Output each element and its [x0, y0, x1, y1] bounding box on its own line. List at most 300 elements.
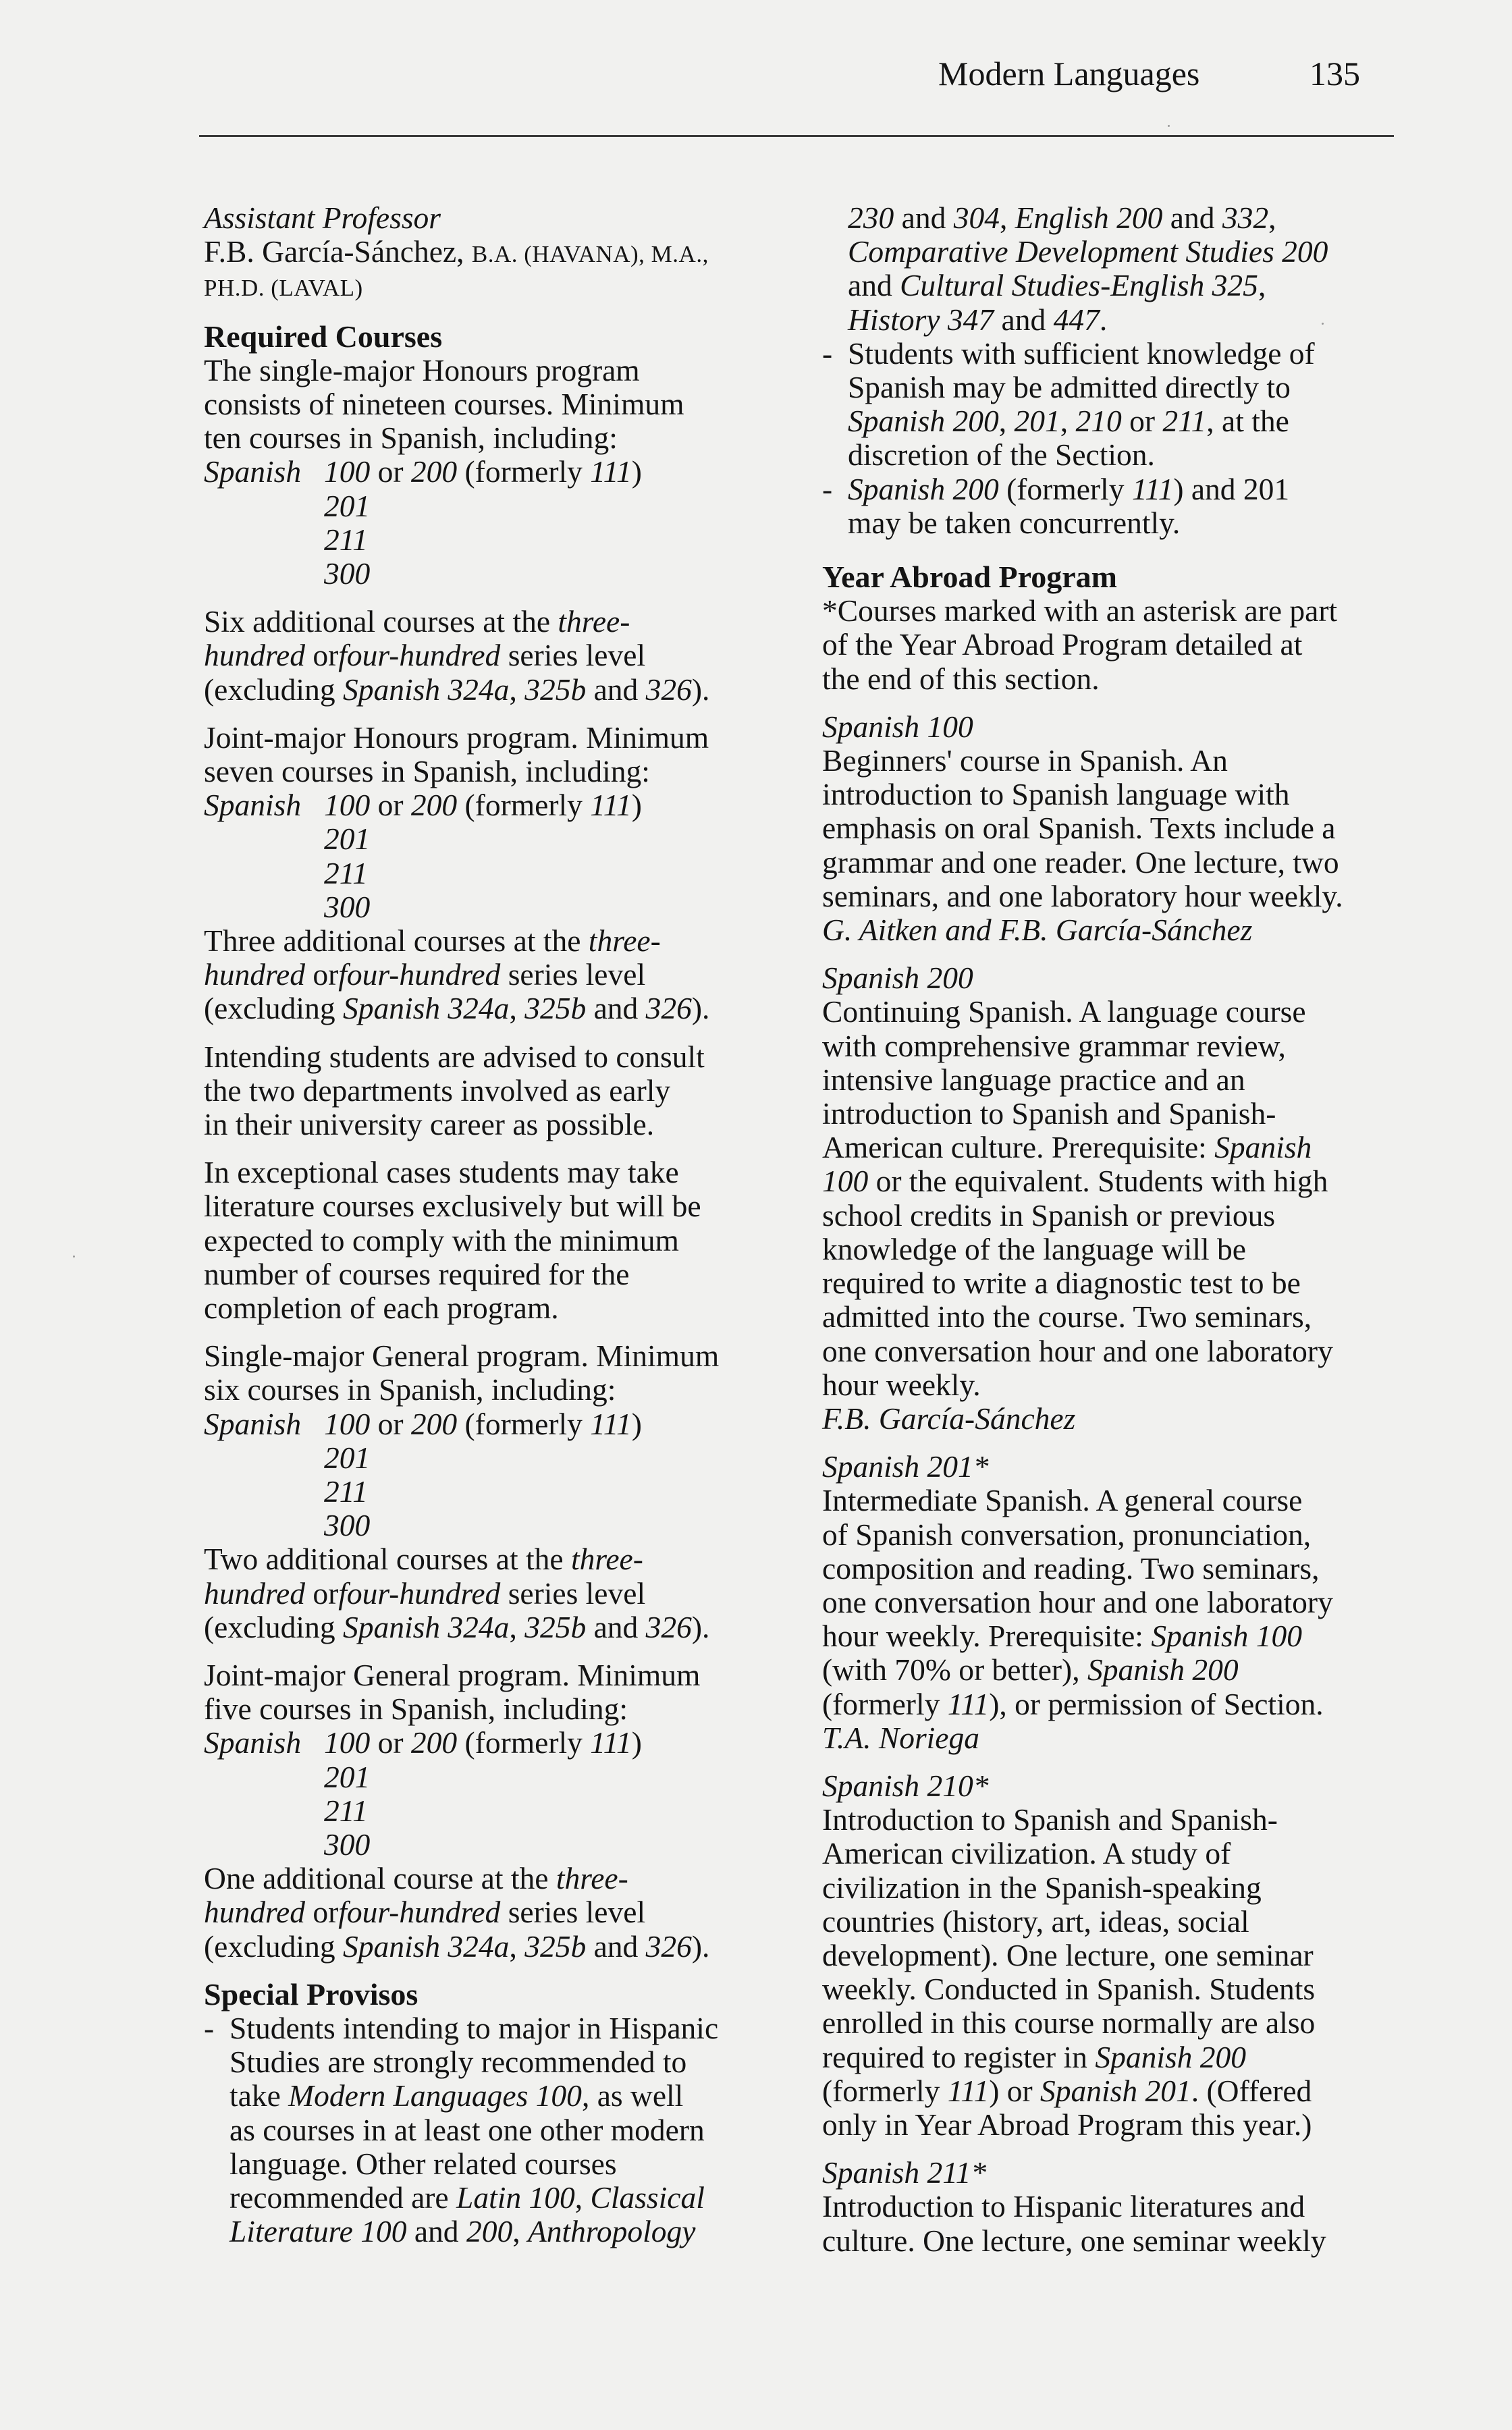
- text-run: Modern Languages 100: [288, 2078, 582, 2113]
- proviso-lines: [230, 2012, 778, 2248]
- page-header: [0, 47, 1512, 101]
- text-line: [822, 2108, 1396, 2142]
- course-number: 211: [324, 1474, 368, 1509]
- text-run: Spanish 200: [1087, 1652, 1239, 1688]
- text-run: with comprehensive grammar review,: [822, 1028, 1286, 1063]
- course-number: 111: [590, 1725, 632, 1760]
- text-run: 100: [822, 1164, 869, 1199]
- text-run: countries (history, art, ideas, social: [822, 1904, 1249, 1939]
- text-line: [822, 2006, 1396, 2040]
- text-run: required to register in: [822, 2039, 1096, 2074]
- course-list-row: [204, 523, 778, 557]
- text-line: [204, 958, 778, 992]
- text-run: 230: [848, 200, 894, 235]
- text-line: [822, 1688, 1396, 1721]
- or-word: or: [377, 1406, 404, 1441]
- text-run: 201: [1014, 404, 1060, 439]
- text-run: (excluding: [204, 991, 343, 1026]
- text-run: 325b: [524, 991, 587, 1026]
- text-line: Single-major General program. Minimum: [204, 1339, 720, 1374]
- text-run: hour weekly.: [822, 1367, 981, 1402]
- text-run: ,: [574, 2180, 591, 2215]
- text-line: ten courses in Spanish, including:: [204, 421, 618, 456]
- text-line: [822, 1619, 1396, 1653]
- text-run: ), or permission of Section.: [989, 1686, 1324, 1721]
- text-line: [230, 2113, 778, 2147]
- text-run: Spanish: [1214, 1130, 1312, 1165]
- required-courses-heading: Required Courses: [204, 319, 443, 354]
- text-run: T.A. Noriega: [822, 1720, 979, 1755]
- course-entry: [822, 1450, 1396, 1755]
- course-subject: Spanish: [204, 454, 302, 489]
- course-number: 300: [324, 1827, 371, 1862]
- text-run: Spanish 324a: [342, 672, 510, 707]
- text-run: hundred: [204, 1895, 305, 1930]
- text-line: [822, 744, 1396, 778]
- course-entry: [822, 2156, 1396, 2258]
- formerly-word: (formerly: [464, 788, 583, 823]
- text-run: three-: [556, 1861, 628, 1896]
- text-line: [204, 1577, 778, 1611]
- course-number: 111: [590, 1406, 632, 1441]
- text-run: Spanish may be admitted directly to: [848, 370, 1291, 405]
- course-number: 201: [324, 1759, 371, 1794]
- text-run: series level: [500, 638, 646, 673]
- text-run: Spanish 324a: [342, 1928, 510, 1964]
- text-line: consists of nineteen courses. Minimum: [204, 387, 684, 422]
- course-list-row: [204, 557, 778, 591]
- course-number: 200: [410, 788, 458, 823]
- text-run: ,: [1258, 268, 1266, 303]
- page-number: 135: [1310, 55, 1360, 92]
- text-run: enrolled in this course normally are also: [822, 2005, 1316, 2041]
- course-number: 200: [410, 454, 458, 489]
- text-run: three-: [588, 923, 661, 958]
- text-run: and: [586, 991, 646, 1026]
- text-run: 332: [1222, 200, 1269, 235]
- bullet-dash: -: [822, 471, 833, 506]
- course-subject: Spanish: [204, 788, 302, 823]
- course-title: Spanish 211*: [822, 2155, 987, 2190]
- text-line: [822, 1131, 1396, 1164]
- text-line: [822, 995, 1396, 1029]
- text-line: literature courses exclusively but will be: [204, 1189, 701, 1224]
- course-number: 300: [324, 556, 371, 591]
- jmg-intro: [204, 1658, 778, 1726]
- text-line: six courses in Spanish, including:: [204, 1372, 616, 1407]
- text-run: 326: [645, 1928, 692, 1964]
- text-run: ) and 201: [1173, 471, 1290, 506]
- text-run: Spanish 201: [1040, 2073, 1191, 2108]
- course-number: 111: [590, 454, 632, 489]
- text-run: Spanish 200: [848, 404, 999, 439]
- course-list-row: [204, 788, 778, 822]
- text-run: or: [304, 1575, 339, 1611]
- text-line: [822, 2224, 1396, 2258]
- text-run: and: [586, 672, 646, 707]
- smg-additional: [204, 1542, 778, 1644]
- text-line: [822, 1837, 1396, 1870]
- text-run: series level: [500, 1575, 646, 1611]
- text-run: of Spanish conversation, pronunciation,: [822, 1517, 1312, 1552]
- text-run: ,: [999, 200, 1015, 235]
- text-run: ,: [509, 672, 525, 707]
- text-line: [848, 506, 1396, 540]
- text-line: [848, 404, 1396, 438]
- text-run: ,: [512, 2214, 528, 2249]
- required-course-list: [204, 788, 778, 924]
- text-line: [822, 1484, 1396, 1517]
- text-run: ,: [509, 1928, 525, 1964]
- faculty-degrees-2: PH.D. (LAVAL): [204, 275, 363, 302]
- year-abroad-heading: Year Abroad Program: [822, 560, 1117, 595]
- text-line: [822, 1721, 1396, 1755]
- course-number: 211: [324, 1793, 368, 1828]
- text-run: and: [586, 1609, 646, 1644]
- text-run: 325b: [524, 1928, 587, 1964]
- text-run: or: [304, 638, 339, 673]
- required-course-list: [204, 455, 778, 591]
- required-course-list: [204, 1407, 778, 1543]
- text-run: (excluding: [204, 1928, 343, 1964]
- text-line: [204, 1611, 778, 1644]
- text-run: 210: [1075, 404, 1122, 439]
- text-run: four-hundred: [338, 1575, 501, 1611]
- text-run: ).: [691, 1928, 710, 1964]
- text-line: [822, 1552, 1396, 1586]
- text-run: Spanish 324a: [342, 991, 510, 1026]
- or-word: or: [377, 454, 404, 489]
- text-line: Joint-major General program. Minimum: [204, 1657, 701, 1692]
- text-run: 111: [1131, 471, 1174, 506]
- text-run: and: [406, 2214, 466, 2249]
- course-number: 111: [590, 788, 632, 823]
- text-run: take: [230, 2078, 289, 2113]
- text-run: Beginners' course in Spanish. An: [822, 743, 1228, 778]
- course-title: Spanish 200: [822, 961, 973, 996]
- text-run: school credits in Spanish or previous: [822, 1197, 1276, 1233]
- text-line: [204, 1862, 778, 1895]
- text-line: [822, 778, 1396, 811]
- text-line: [822, 1097, 1396, 1131]
- text-run: Comparative Development Studies 200: [848, 234, 1328, 269]
- text-run: introduction to Spanish and Spanish-: [822, 1096, 1276, 1131]
- course-number: 201: [324, 488, 371, 523]
- course-list-row: [204, 890, 778, 924]
- text-run: 326: [645, 991, 692, 1026]
- text-line: [848, 201, 1396, 235]
- text-run: Latin 100: [456, 2180, 575, 2215]
- text-line: [848, 371, 1396, 404]
- text-run: 200: [466, 2214, 513, 2249]
- header-rule: [199, 135, 1394, 137]
- text-line: five courses in Spanish, including:: [204, 1692, 628, 1727]
- text-line: [822, 1029, 1396, 1063]
- close-paren: ): [631, 788, 642, 823]
- text-run: knowledge of the language will be: [822, 1231, 1246, 1266]
- course-number: 100: [324, 788, 371, 823]
- text-line: [822, 1266, 1396, 1300]
- text-line: Joint-major Honours program. Minimum: [204, 720, 709, 755]
- text-line: [822, 1300, 1396, 1334]
- text-run: Literature 100: [230, 2214, 407, 2249]
- course-number: 201: [324, 1440, 371, 1475]
- text-line: [822, 846, 1396, 880]
- scan-speck: [1322, 323, 1324, 325]
- text-line: [822, 1653, 1396, 1687]
- formerly-word: (formerly: [464, 1406, 583, 1441]
- course-list: [822, 710, 1396, 2258]
- text-line: [204, 924, 778, 958]
- text-line: [230, 2045, 778, 2079]
- course-list-row: [204, 1726, 778, 1760]
- text-line: seven courses in Spanish, including:: [204, 753, 650, 788]
- text-line: [204, 1542, 778, 1576]
- special-provisos-heading: Special Provisos: [204, 1976, 418, 2012]
- course-number: 300: [324, 1508, 371, 1543]
- text-run: (formerly: [998, 471, 1132, 506]
- text-run: ,: [1060, 404, 1076, 439]
- text-line: [822, 880, 1396, 913]
- text-line: [230, 2147, 778, 2181]
- text-run: four-hundred: [338, 1895, 501, 1930]
- right-column: [822, 201, 1396, 2258]
- text-run: and: [586, 1928, 646, 1964]
- course-number: 200: [410, 1725, 458, 1760]
- text-run: ) or: [989, 2073, 1041, 2108]
- text-line: [204, 1930, 778, 1964]
- text-run: culture. One lecture, one seminar weekly: [822, 2223, 1326, 2258]
- jmh-additional: [204, 924, 778, 1026]
- text-line: [822, 913, 1396, 947]
- text-run: four-hundred: [338, 638, 501, 673]
- text-run: hundred: [204, 638, 305, 673]
- course-subject: Spanish: [204, 1725, 302, 1760]
- text-run: G. Aitken and F.B. García-Sánchez: [822, 913, 1253, 948]
- text-line: [822, 1233, 1396, 1266]
- faculty-degrees: B.A. (HAVANA), M.A.,: [471, 241, 709, 268]
- scan-speck: [1168, 125, 1170, 127]
- formerly-word: (formerly: [464, 1725, 583, 1760]
- course-number: 100: [324, 1725, 371, 1760]
- text-line: [848, 337, 1396, 371]
- course-number: 300: [324, 889, 371, 924]
- text-run: grammar and one reader. One lecture, two: [822, 844, 1339, 880]
- faculty-name: F.B. García-Sánchez,: [204, 234, 464, 269]
- text-line: [230, 2215, 778, 2248]
- text-run: 111: [947, 2073, 990, 2108]
- text-run: or: [1121, 404, 1163, 439]
- text-run: English 200: [1015, 200, 1163, 235]
- text-run: three-: [570, 1542, 643, 1577]
- text-run: Intermediate Spanish. A general course: [822, 1483, 1303, 1518]
- text-run: hour weekly. Prerequisite:: [822, 1619, 1152, 1654]
- course-list-row: [204, 1828, 778, 1862]
- text-run: Three additional courses at the: [204, 923, 589, 958]
- proviso-item: [822, 337, 1396, 473]
- course-options: [324, 1726, 642, 1760]
- text-run: admitted into the course. Two seminars,: [822, 1299, 1312, 1334]
- text-run: American culture. Prerequisite:: [822, 1130, 1215, 1165]
- text-line: [822, 1164, 1396, 1198]
- text-run: ,: [1268, 200, 1276, 235]
- text-line: [822, 2041, 1396, 2074]
- text-line: [848, 438, 1396, 472]
- text-run: language. Other related courses: [230, 2146, 617, 2181]
- text-line: [848, 303, 1396, 337]
- close-paren: ): [631, 1725, 642, 1760]
- text-line: [848, 269, 1396, 302]
- text-run: 325b: [524, 1609, 587, 1644]
- text-line: [822, 1199, 1396, 1233]
- text-line: [822, 1063, 1396, 1097]
- text-run: required to write a diagnostic test to be: [822, 1266, 1301, 1301]
- left-column: [204, 201, 778, 2248]
- text-line: [822, 1905, 1396, 1939]
- course-title: Spanish 210*: [822, 1768, 989, 1803]
- text-run: recommended are: [230, 2180, 457, 2215]
- text-line: [204, 1895, 778, 1929]
- faculty-name-line: [204, 235, 778, 271]
- course-list-row: [204, 489, 778, 523]
- course-entry: [822, 710, 1396, 947]
- text-run: intensive language practice and an: [822, 1062, 1245, 1097]
- course-list-row: [204, 1509, 778, 1542]
- close-paren: ): [631, 454, 642, 489]
- text-line: [204, 673, 778, 707]
- text-line: [204, 639, 778, 672]
- course-number: 100: [324, 1406, 371, 1441]
- text-run: emphasis on oral Spanish. Texts include a: [822, 811, 1336, 846]
- text-line: [822, 1586, 1396, 1619]
- text-run: introduction to Spanish language with: [822, 777, 1290, 812]
- text-line: *Courses marked with an asterisk are part: [822, 593, 1338, 628]
- text-line: [204, 992, 778, 1025]
- text-line: the two departments involved as early: [204, 1073, 671, 1108]
- text-line: [822, 2190, 1396, 2223]
- text-run: American civilization. A study of: [822, 1836, 1231, 1871]
- course-number: 201: [324, 821, 371, 857]
- formerly-word: (formerly: [464, 454, 583, 489]
- text-run: (with 70% or better),: [822, 1652, 1087, 1688]
- text-line: expected to comply with the minimum: [204, 1222, 679, 1258]
- course-list-row: [204, 1794, 778, 1828]
- text-run: Spanish 324a: [342, 1609, 510, 1644]
- course-list-row: [204, 857, 778, 890]
- text-run: (formerly: [822, 2073, 948, 2108]
- text-line: [822, 1972, 1396, 2006]
- text-run: Students intending to major in Hispanic: [230, 2010, 719, 2045]
- course-entry: [822, 961, 1396, 1436]
- text-run: Spanish 100: [1151, 1619, 1303, 1654]
- text-run: F.B. García-Sánchez: [822, 1401, 1076, 1436]
- or-word: or: [377, 788, 404, 823]
- text-run: Studies are strongly recommended to: [230, 2045, 687, 2080]
- text-run: . (Offered: [1191, 2073, 1312, 2108]
- text-run: Two additional courses at the: [204, 1542, 571, 1577]
- close-paren: ): [631, 1406, 642, 1441]
- text-run: only in Year Abroad Program this year.): [822, 2107, 1312, 2142]
- text-line: [204, 605, 778, 639]
- course-number: 100: [324, 454, 371, 489]
- text-line: of the Year Abroad Program detailed at: [822, 627, 1303, 662]
- text-line: completion of each program.: [204, 1290, 559, 1325]
- text-run: Classical: [590, 2180, 705, 2215]
- text-line: [822, 1939, 1396, 1972]
- course-number: 211: [324, 855, 368, 890]
- text-line: [822, 2074, 1396, 2108]
- text-run: 111: [947, 1686, 990, 1721]
- text-line: [822, 1518, 1396, 1552]
- text-run: History 347: [848, 302, 994, 337]
- course-options: [324, 455, 642, 489]
- text-run: 304: [953, 200, 1000, 235]
- text-run: composition and reading. Two seminars,: [822, 1550, 1320, 1586]
- text-run: and: [894, 200, 954, 235]
- faculty-title: Assistant Professor: [204, 200, 441, 235]
- course-entry: [822, 1769, 1396, 2142]
- text-run: 326: [645, 672, 692, 707]
- text-run: Introduction to Spanish and Spanish-: [822, 1802, 1278, 1837]
- text-run: One additional course at the: [204, 1861, 556, 1896]
- text-run: or the equivalent. Students with high: [868, 1164, 1328, 1199]
- text-line: the end of this section.: [822, 661, 1100, 696]
- text-run: Students with sufficient knowledge of: [848, 335, 1315, 371]
- text-run: ,: [509, 991, 525, 1026]
- bullet-dash: -: [822, 335, 833, 371]
- course-options: [324, 788, 642, 822]
- course-subject: Spanish: [204, 1406, 302, 1441]
- text-run: 326: [645, 1609, 692, 1644]
- shm-additional: [204, 605, 778, 707]
- text-run: Cultural Studies-English 325: [900, 268, 1258, 303]
- text-line: [230, 2012, 778, 2045]
- course-list-row: [204, 455, 778, 489]
- text-run: development). One lecture, one seminar: [822, 1937, 1314, 1972]
- text-run: ,: [998, 404, 1015, 439]
- text-line: [822, 1368, 1396, 1402]
- course-list-row: [204, 822, 778, 856]
- text-run: as courses in at least one other modern: [230, 2112, 705, 2147]
- text-run: and: [1162, 200, 1222, 235]
- text-run: 211: [1162, 404, 1207, 439]
- text-run: four-hundred: [338, 957, 501, 992]
- text-run: series level: [500, 1895, 646, 1930]
- exceptional-paragraph: [204, 1156, 778, 1325]
- text-line: [848, 473, 1396, 506]
- proviso-item: [204, 2012, 778, 2248]
- text-line: in their university career as possible.: [204, 1106, 655, 1141]
- text-line: In exceptional cases students may take: [204, 1155, 679, 1190]
- or-word: or: [377, 1725, 404, 1760]
- text-run: Spanish 200: [848, 471, 999, 506]
- text-run: ).: [691, 991, 710, 1026]
- text-line: [822, 1402, 1396, 1436]
- text-run: and: [994, 302, 1054, 337]
- text-run: and: [848, 268, 900, 303]
- text-run: , as well: [581, 2078, 684, 2113]
- text-line: [230, 2181, 778, 2215]
- text-line: [230, 2079, 778, 2113]
- text-run: ).: [691, 1609, 710, 1644]
- text-run: Continuing Spanish. A language course: [822, 994, 1306, 1029]
- advice-paragraph: [204, 1040, 778, 1142]
- course-list-row: [204, 1407, 778, 1441]
- text-line: number of courses required for the: [204, 1256, 630, 1291]
- text-run: or: [304, 1895, 339, 1930]
- text-run: Anthropology: [527, 2214, 696, 2249]
- course-list-row: [204, 1441, 778, 1475]
